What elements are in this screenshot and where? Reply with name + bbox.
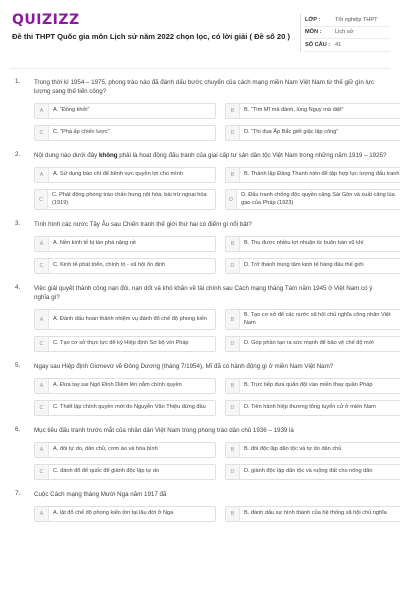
option-letter: A [35,379,49,393]
option-letter: B [226,507,240,521]
question-number: 7. [15,490,21,497]
option-a[interactable] [34,442,216,458]
question-number: 4. [15,284,21,291]
question-number: 5. [15,362,21,369]
question-2 [0,151,400,210]
option-a[interactable] [34,378,216,394]
document-title: Đề thi THPT Quốc gia môn Lịch sử năm 2022 chọn lọc, có lời giải ( Đề số 20 ) [12,32,290,41]
option-text: D. Đấu tranh chống độc quyền cảng Sài Gòn và xuất cảng lúa gạo của Pháp (1923) [241,192,395,206]
meta-label: MÔN : [305,29,322,36]
option-d[interactable] [225,336,400,352]
meta-label: LỚP : [305,16,321,23]
option-text: D. Trở thành trung tâm kinh tế hàng đầu thế giới [244,262,364,269]
question-number: 6. [15,426,21,433]
meta-value: 41 [335,41,342,48]
options-grid [34,309,400,352]
option-letter: C [35,401,49,415]
option-letter: C [35,259,49,273]
option-letter: C [35,190,48,209]
option-letter: A [35,443,49,457]
option-text: C. Thiết lập chính quyền mới do Nguyễn Văn Thiệu đứng đầu [53,404,206,411]
option-letter: D [226,401,240,415]
options-grid [34,167,400,210]
option-text: A. “Đồng khởi” [53,107,90,114]
question-text-emphasis: không [98,152,118,159]
option-letter: A [35,104,49,118]
option-b[interactable] [225,309,400,330]
question-text: Việc giải quyết thành công nạn đói, nạn dốt và khó khăn về tài chính sau Cách mạng tháng Tám năm 1945 ở Việt Nam có ý nghĩa gì? [34,285,373,301]
options-grid [34,236,400,274]
option-b[interactable] [225,442,400,458]
question-number: 2. [15,151,21,158]
option-letter: B [226,104,240,118]
option-c[interactable] [34,400,216,416]
option-text: A. Nền kinh tế bị tàn phá nặng nề [53,240,137,247]
options-grid [34,442,400,480]
option-text: D. giành độc lập dân tộc và ruộng đất cho nông dân [244,468,373,475]
header [0,0,400,68]
option-a[interactable] [34,167,216,183]
option-text: B. Thu được nhiều lợi nhuận từ buôn bán vũ khí [244,240,364,247]
option-text: A. Đưa tay sai Ngô Đình Diệm lên nắm chính quyền [53,382,182,389]
option-text: A. lật đổ chế độ phong kiến tồn tại lâu đời ở Nga [53,510,174,517]
option-text: A. Sử dụng báo chí để bênh vực quyền lợi cho mình [53,171,183,178]
option-letter: D [226,337,240,351]
question-text-pre: Nội dung nào dưới đây [34,152,99,159]
option-b[interactable] [225,506,400,522]
question-text: Trong thời kì 1954 – 1975, phong trào nào đã đánh dấu bước chuyển của cách mạng miền Nam Việt Nam từ thế giữ gìn lực lượng sang thế tiến công? [34,79,375,95]
question-text: Cuộc Cách mạng tháng Mười Nga năm 1917 đã [34,491,167,498]
meta-value: Tốt nghiệp THPT [335,16,378,23]
option-d[interactable] [225,258,400,274]
question-number: 3. [15,220,21,227]
options-grid [34,506,400,522]
question-text: Ngay sau Hiệp định Giơnevơ về Đông Dương (tháng 7/1954), Mĩ đã có hành động gì ở miền Nam Việt Nam? [34,363,334,370]
option-letter: B [226,310,240,329]
question-3 [0,220,400,274]
option-text: D. Tiến hành hiệp thương tổng tuyển cử ở miền Nam [244,404,376,411]
option-letter: C [35,465,49,479]
option-text: B. đánh dấu sự hình thành của hệ thống xã hội chủ nghĩa [244,510,387,517]
option-a[interactable] [34,103,216,119]
meta-table [300,14,390,52]
option-text: D. “Thi đua Ấp Bắc giết giặc lập công” [244,129,339,136]
options-grid [34,378,400,416]
option-text: B. Tạo cơ sở để các nước xã hội chủ nghĩa công nhận Việt Nam [243,312,391,326]
option-d[interactable] [225,125,400,141]
option-text: C. Phát động phong trào chấn hưng nội hóa, bài trừ ngoại hóa (1919) [52,192,207,206]
question-7 [0,490,400,522]
option-letter: C [35,337,49,351]
question-5 [0,362,400,416]
option-b[interactable] [225,236,400,252]
option-b[interactable] [225,378,400,394]
options-grid [34,103,400,141]
option-a[interactable] [34,309,216,330]
option-letter: B [226,379,240,393]
option-letter: C [35,126,49,140]
option-letter: D [226,259,240,273]
meta-row-class [305,14,390,27]
question-text-post: phải là hoạt động đấu tranh của giai cấp tư sản dân tộc Việt Nam trong những năm 1919 – 1925? [117,152,387,159]
question-1 [0,78,400,141]
option-letter: A [35,237,49,251]
option-text: C. đánh đổ đế quốc để giành độc lập tự do [53,468,160,475]
option-c[interactable] [34,464,216,480]
option-c[interactable] [34,189,216,210]
option-letter: D [226,465,240,479]
option-c[interactable] [34,258,216,274]
option-text: C. Tạo cơ sở thực lực để ký Hiệp định Sơ bộ với Pháp [53,340,189,347]
quizizz-logo: QUIZIZZ [12,12,80,28]
option-d[interactable] [225,189,400,210]
question-text [34,151,389,160]
option-text: A. Đánh dấu hoàn thành nhiệm vụ đánh đổ chế độ phong kiến [53,315,207,322]
option-letter: B [226,168,240,182]
option-text: B. Thành lập Đảng Thanh niên để tập hợp lực lượng đấu tranh [244,171,400,178]
meta-row-count [305,39,390,52]
option-text: C. Kinh tế phát triển, chính trị - xã hội ổn định [53,262,166,269]
question-text: Tình hình các nước Tây Âu sau Chiến tranh thế giới thứ hai có điểm gì nổi bật? [34,221,252,228]
option-letter: B [226,443,240,457]
option-a[interactable] [34,506,216,522]
option-b[interactable] [225,167,400,183]
meta-row-subject [305,27,390,40]
option-letter: B [226,237,240,251]
question-6 [0,426,400,480]
option-a[interactable] [34,236,216,252]
question-list [0,78,400,532]
option-text: A. đòi tự do, dân chủ, cơm áo và hòa bình [53,446,158,453]
question-number: 1. [15,78,21,85]
option-d[interactable] [225,400,400,416]
option-c[interactable] [34,125,216,141]
option-text: D. Góp phần tạo ra sức mạnh để bảo vệ chế độ mới [244,340,374,347]
option-letter: D [226,190,237,209]
option-letter: A [35,310,49,329]
option-letter: A [35,168,49,182]
option-b[interactable] [225,103,400,119]
option-text: B. đòi độc lập dân tộc và tự do dân chủ [244,446,342,453]
meta-label: SỐ CÂU : [305,41,331,48]
option-letter: A [35,507,49,521]
question-4 [0,284,400,352]
option-text: B. “Tìm Mĩ mà đánh, lùng Ngụy mà diệt” [244,107,344,114]
meta-value: Lịch sử [335,29,354,36]
option-text: B. Trực tiếp đưa quân đội vào miền thay quân Pháp [244,382,373,389]
header-divider [10,68,390,69]
option-d[interactable] [225,464,400,480]
question-text: Mục tiêu đấu tranh trước mắt của nhân dân Việt Nam trong phong trào dân chủ 1936 – 1939 là [34,427,294,434]
option-letter: D [226,126,240,140]
option-c[interactable] [34,336,216,352]
option-text: C. “Phá ấp chiến lược” [53,129,110,136]
